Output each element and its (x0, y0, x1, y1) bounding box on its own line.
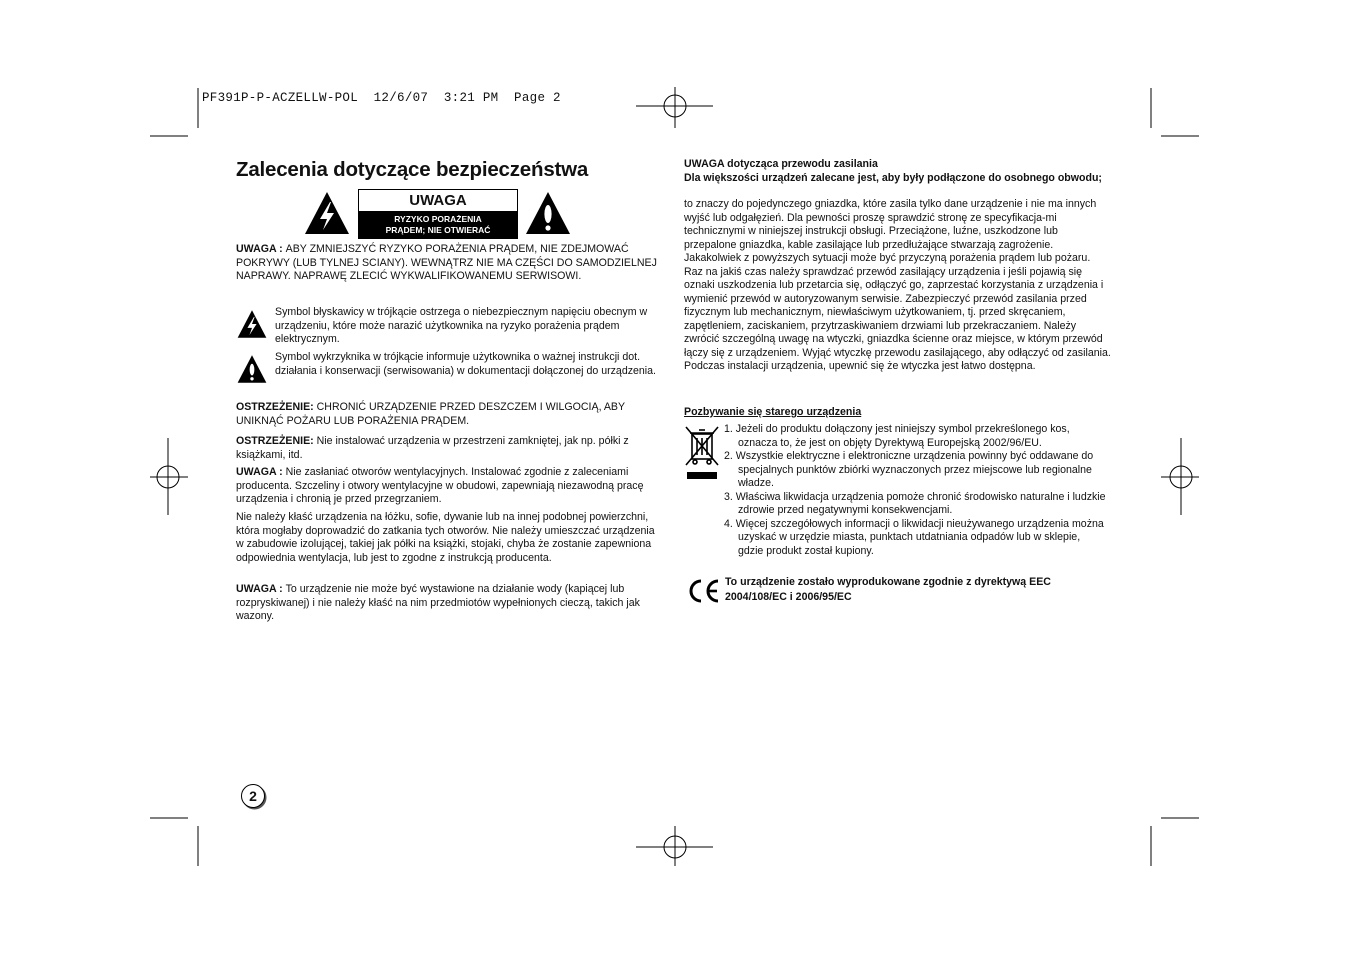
warning-label: OSTRZEŻENIE: (236, 435, 317, 447)
caution-text: ABY ZMNIEJSZYĆ RYZYKO PORAŻENIA PRĄDEM, NIE ZDEJMOWAĆ POKRYWY (LUB TYLNEJ SCIANY). WEWNĄTRZ NIE MA CZĘŚCI DO SAMODZIELNEJ NAPRAWY. NAPRAWĘ ZLECIĆ WYKWALIFIKOWANEMU SERWISOWI. (236, 243, 657, 282)
registration-mark-icon (1161, 438, 1199, 515)
caution-label: UWAGA : (236, 243, 286, 255)
page-title: Zalecenia dotyczące bezpieczeństwa (236, 158, 589, 181)
warning-label: OSTRZEŻENIE: (236, 401, 317, 413)
list-item: 3. Właściwa likwidacja urządzenia pomoże chronić środowisko naturalne i ludzkie zdrowie przed negatywnymi konsekwencjami. (724, 490, 1106, 516)
caution-label: UWAGA : (236, 466, 286, 478)
caution-text: Nie zasłaniać otworów wentylacyjnych. Instalować zgodnie z zaleceniami producenta. Szczeliny i otwory wentylacyjne w obudowi, zapewniają niezawodną pracę urządzenia i chronią je przed przegrzaniem. (236, 466, 644, 505)
caution-paragraph-2 (236, 466, 664, 507)
caution-paragraph-3 (236, 583, 664, 624)
list-item: 4. Więcej szczegółowych informacji o likwidacji nieużywanego urządzenia można uzyskać w urzędzie miasta, punktach utdatniania odpadów lub w sklepie, gdzie produkt został kupiony. (724, 517, 1104, 557)
registration-mark-icon (636, 826, 713, 866)
disposal-list (724, 423, 1108, 558)
ventilation-paragraph: Nie należy kłaść urządzenia na łóżku, sofie, dywanie lub na innej podobnej powierzchni, która mogłaby doprowadzić do zatkania tych otworów. Nie należy umieszczać urządzenia w zabudowie izolującej, takiej jak półki na książki, stojaki, chyba że zostanie zapewniona odpowiednia wentylacja, lub jest to zgodne z instrukcją producenta. (236, 511, 655, 564)
caution-label-box (358, 189, 518, 239)
caution-label: UWAGA : (236, 583, 286, 595)
power-cord-heading: UWAGA dotycząca przewodu zasilania (684, 158, 878, 170)
ce-mark-icon (686, 578, 722, 604)
file-info-header: PF391P-P-ACZELLW-POL 12/6/07 3:21 PM Page 2 (202, 91, 561, 105)
disposal-heading: Pozbywanie się starego urządzenia (684, 406, 862, 418)
list-item: 1. Jeżeli do produktu dołączony jest niniejszy symbol przekreślonego kos, oznacza to, że jest on objęty Dyrektywą Europejską 2002/96/EU. (724, 423, 1070, 449)
lightning-triangle-icon (236, 309, 268, 339)
caution-paragraph-1 (236, 243, 664, 284)
registration-mark-icon (636, 87, 713, 128)
power-cord-text: to znaczy do pojedynczego gniazdka, które zasila tylko dane urządzenie i nie ma innych wyjść lub odgałęzień. Dla pewności proszę sprawdzić stronę ze specyfikacja-mi technicznymi w niniejszej instrukcji obsługi. Przeciążone, luźne, uszkodzone lub przepalone gniazdka, kable zasilające lub przedłużające stwarzają zagrożenie. Jakakolwiek z powyższych sytuacji może być przyczyną porażenia prądem lub pożaru. Raz na jakiś czas należy sprawdzać przewód zasilający urządzenia i jeśli pojawią się oznaki uszkodzenia lub przetarcia się, odłączyć go, zaprzestać korzystania z urządzenia i wymienić przewód w autoryzowanym serwisie. Zabezpieczyć przewód zasilania przed fizycznym lub mechanicznym, niewłaściwym użytkowaniem, tj. przed skręcaniem, zapętleniem, zaciskaniem, przytrzaskiwaniem drzwiami lub przekraczaniem. Należy zwrócić szczególną uwagę na wtyczki, gniazdka ścienne oraz miejsce, w którym przewód łączy się z urządzeniem. Wyjąć wtyczkę przewodu zasilającego, aby odłączyć od zasilania. Podczas instalacji urządzenia, upewnić się że wtyczka jest łatwo dostępna. (684, 198, 1111, 372)
exclamation-triangle-icon (236, 354, 268, 384)
warning-text: CHRONIĆ URZĄDZENIE PRZED DESZCZEM I WILGOCIĄ, ABY UNIKNĄĆ POŻARU LUB PORAŻENIA PRĄDEM. (236, 401, 625, 427)
caution-text: To urządzenie nie może być wystawione na działanie wody (kapiącej lub rozpryskiwanej) i nie należy kłaść na nim przedmiotów wypełnionych cieczą, takich jak wazony. (236, 583, 640, 622)
list-item: 2. Wszystkie elektryczne i elektroniczne urządzenia powinny być oddawane do specjalnych punktów zbiórki wyznaczonych przez miejscowe lub regionalne władze. (724, 450, 1094, 489)
warning-paragraph-2 (236, 435, 664, 462)
caution-heading: UWAGA (359, 190, 517, 212)
crossed-bin-icon (684, 425, 720, 481)
page-number-badge: 2 (241, 784, 265, 808)
exclamation-symbol-description: Symbol wykrzyknika w trójkącie informuje użytkownika o ważnej instrukcji dot. działania i konserwacji (serwisowania) w dokumentacji dołączonej do urządzenia. (275, 351, 656, 377)
ce-compliance-text: To urządzenie zostało wyprodukowane zgodnie z dyrektywą EEC 2004/108/EC i 2006/95/EC (725, 576, 1051, 603)
registration-mark-icon (150, 438, 188, 515)
exclamation-triangle-icon (524, 190, 572, 236)
warning-text: Nie instalować urządzenia w przestrzeni zamkniętej, jak np. półki z książkami, itd. (236, 435, 629, 461)
caution-line-2: PRĄDEM; NIE OTWIERAĆ (385, 224, 491, 235)
lightning-triangle-icon (303, 190, 351, 236)
caution-line-1: RYZYKO PORAŻENIA (394, 214, 482, 224)
caution-subtext (359, 212, 517, 238)
lightning-symbol-description: Symbol błyskawicy w trójkącie ostrzega o niebezpiecznym napięciu obecnym w urządzeniu, które może narazić użytkownika na ryzyko porażenia prądem elektrycznym. (275, 306, 648, 345)
warning-paragraph-1 (236, 401, 664, 428)
power-cord-subheading: Dla większości urządzeń zalecane jest, aby były podłączone do osobnego obwodu; (684, 172, 1102, 184)
